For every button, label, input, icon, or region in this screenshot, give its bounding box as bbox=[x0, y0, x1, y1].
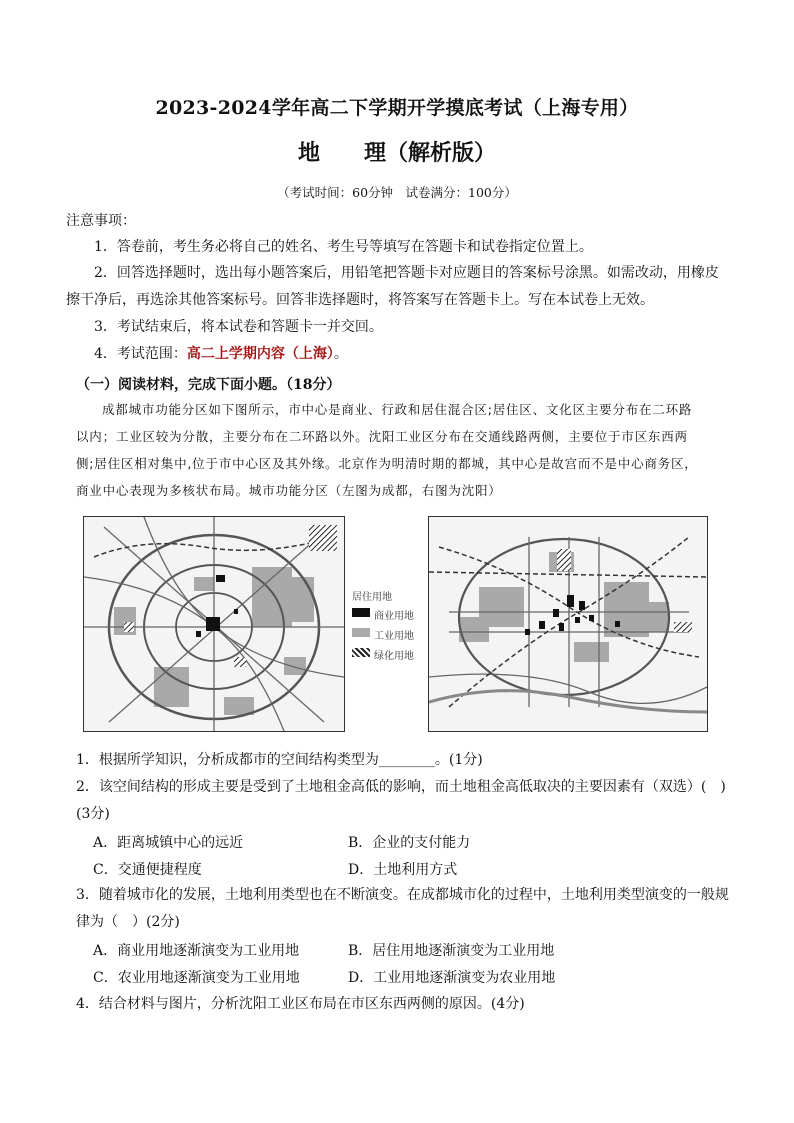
legend-green-swatch bbox=[352, 648, 370, 657]
exam-info: （考试时间：60分钟 试卷满分：100分） bbox=[277, 185, 517, 200]
material-line-1: 成都城市功能分区如下图所示，市中心是商业、行政和居住混合区;居住区、文化区主要分布在二环路 bbox=[102, 402, 693, 417]
shenyang-map-drawing bbox=[429, 517, 707, 731]
green-zone bbox=[234, 657, 246, 667]
q3-option-c: C．农业用地逐渐演变为工业用地 bbox=[93, 970, 300, 986]
commercial-zone bbox=[216, 575, 225, 582]
shenyang-map bbox=[428, 516, 708, 732]
note-item-4-prefix: 4．考试范围： bbox=[94, 346, 187, 362]
green-zone bbox=[674, 622, 692, 632]
question-3-line2: 律为（ ）(2分) bbox=[76, 914, 180, 930]
notes-heading: 注意事项： bbox=[66, 213, 136, 229]
note-item-4-suffix: 。 bbox=[333, 346, 348, 362]
industrial-zone bbox=[154, 667, 189, 707]
note-item-2-line1: 2．回答选择题时，选出每小题答案后，用铅笔把答题卡对应题目的答案标号涂黑。如需改动，用橡皮 bbox=[94, 265, 719, 281]
question-2-line1: 2．该空间结构的形成主要是受到了土地租金高低的影响，而土地租金高低取决的主要因素有（双选）( ) bbox=[76, 779, 726, 795]
material-line-4: 商业中心表现为多核状布局。城市功能分区（左图为成都，右图为沈阳） bbox=[76, 483, 502, 498]
commercial-zone bbox=[196, 631, 201, 637]
exam-title: 2023-2024学年高二下学期开学摸底考试（上海专用） bbox=[155, 97, 639, 119]
material-line-3: 侧;居住区相对集中,位于市中心区及其外缘。北京作为明清时期的都城，其中心是故宫而不是中心商务区， bbox=[76, 456, 698, 471]
industrial-zone bbox=[604, 582, 649, 637]
q3-option-a: A．商业用地逐渐演变为工业用地 bbox=[93, 943, 300, 959]
material-line-2: 以内；工业区较为分散，主要分布在二环路以外。沈阳工业区分布在交通线路两侧，主要位于市区东西两 bbox=[76, 429, 688, 444]
industrial-zone bbox=[644, 602, 669, 632]
green-zone bbox=[309, 525, 337, 551]
question-3-line1: 3．随着城市化的发展，土地利用类型也在不断演变。在成都城市化的过程中，土地利用类型演变的一般规 bbox=[76, 887, 729, 903]
chengdu-map bbox=[83, 516, 345, 732]
question-1: 1．根据所学知识，分析成都市的空间结构类型为________。(1分) bbox=[76, 752, 483, 768]
question-2-line2: (3分) bbox=[76, 806, 110, 822]
chengdu-map-drawing bbox=[84, 517, 344, 731]
subject-title: 地 理（解析版） bbox=[297, 140, 496, 166]
industrial-zone bbox=[284, 657, 306, 675]
q2-option-d: D．土地利用方式 bbox=[348, 862, 458, 878]
industrial-zone bbox=[194, 577, 214, 591]
note-item-1: 1．答卷前，考生务必将自己的姓名、考生号等填写在答题卡和试卷指定位置上。 bbox=[94, 239, 593, 255]
q3-option-d: D．工业用地逐渐演变为农业用地 bbox=[348, 970, 556, 986]
q2-option-b: B．企业的支付能力 bbox=[348, 835, 471, 851]
legend-industrial-label: 工业用地 bbox=[374, 631, 414, 642]
industrial-zone bbox=[574, 642, 609, 662]
legend-green-label: 绿化用地 bbox=[374, 651, 414, 662]
legend-commercial-swatch bbox=[352, 608, 370, 617]
q3-option-b: B．居住用地逐渐演变为工业用地 bbox=[348, 943, 555, 959]
legend-commercial-label: 商业用地 bbox=[374, 611, 414, 622]
q2-option-c: C．交通便捷程度 bbox=[93, 862, 202, 878]
legend-residential-label: 居住用地 bbox=[352, 592, 392, 603]
green-zone bbox=[557, 549, 571, 571]
green-zone bbox=[124, 622, 134, 632]
section-heading: （一）阅读材料，完成下面小题。（18分） bbox=[76, 377, 341, 393]
note-item-2-line2: 擦干净后，再选涂其他答案标号。回答非选择题时，将答案写在答题卡上。写在本试卷上无效。 bbox=[66, 292, 654, 308]
exam-range: 高二上学期内容（上海） bbox=[186, 346, 334, 362]
question-4: 4．结合材料与图片，分析沈阳工业区布局在市区东西两侧的原因。(4分) bbox=[76, 996, 525, 1012]
q2-option-a: A．距离城镇中心的远近 bbox=[93, 835, 244, 851]
industrial-zone bbox=[284, 577, 314, 622]
commercial-zone bbox=[234, 609, 238, 614]
commercial-zone bbox=[206, 617, 220, 631]
note-item-4 bbox=[94, 344, 348, 364]
legend-industrial-swatch bbox=[352, 628, 370, 637]
note-item-3: 3．考试结束后，将本试卷和答题卡一并交回。 bbox=[94, 319, 383, 335]
